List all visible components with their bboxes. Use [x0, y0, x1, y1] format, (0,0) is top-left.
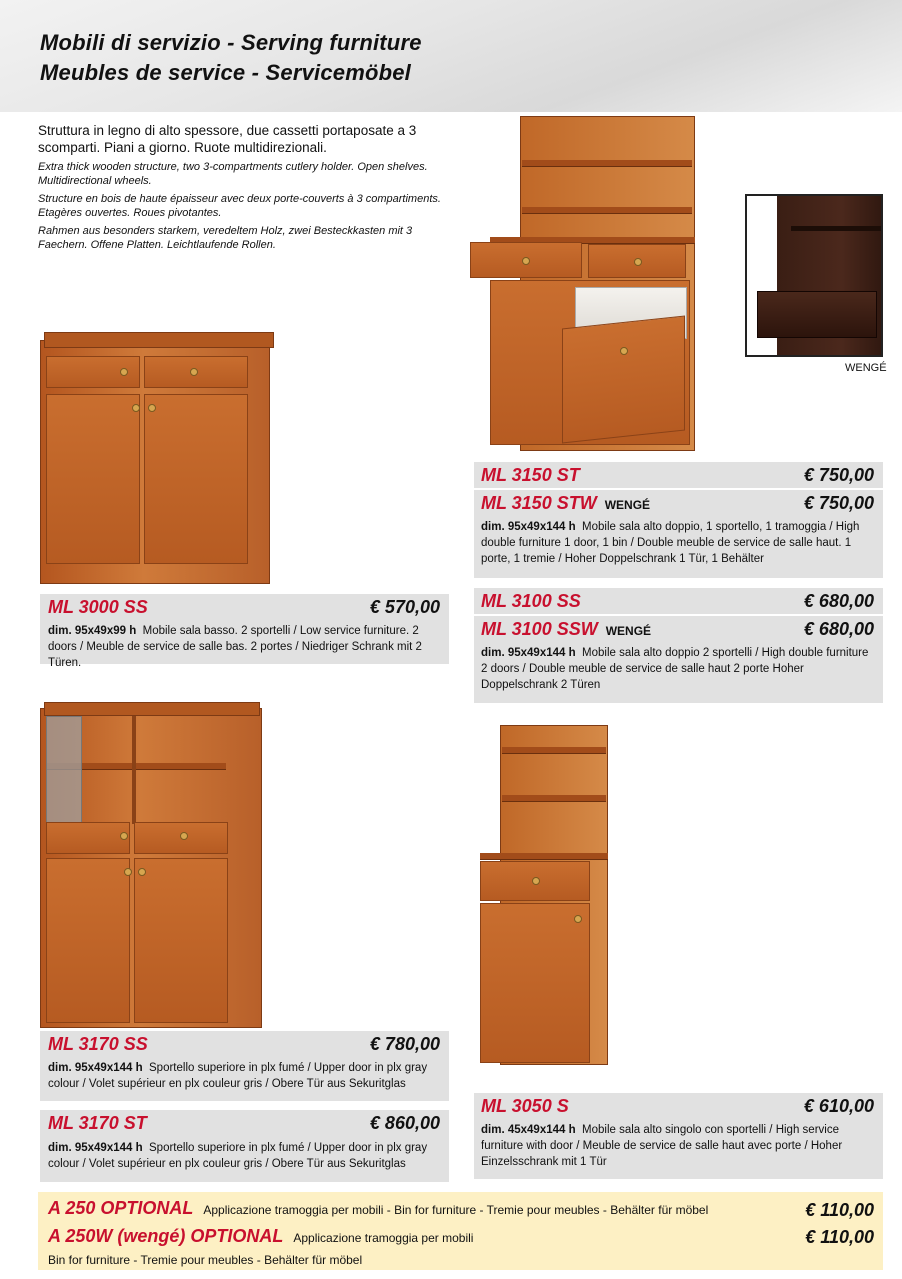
price-ml3170ss: € 780,00	[369, 1034, 440, 1054]
product-image-ml3000ss	[40, 322, 280, 584]
description-ml3100: dim. 95x49x144 h Mobile sala alto doppio 2 sportelli / High double furniture 2 doors / Double meuble de service de salle haut 2 porte Hoher Doppelschrank 2 Türen	[481, 647, 869, 691]
variant-label-wenge: WENGÉ	[605, 624, 652, 638]
product-code-ml3150stw: ML 3150 STW WENGÉ	[481, 493, 651, 513]
intro-french: Structure en bois de haute épaisseur avec deux porte-couverts à 3 compartiments. Etagères ouvertes. Roues pivotantes.	[38, 193, 441, 219]
price-ml3100ssw: € 680,00	[803, 619, 874, 639]
optional-a250w-text: Applicazione tramoggia per mobili	[293, 1231, 474, 1245]
optional-a250w-row: A 250W (wengé) OPTIONAL Applicazione tramoggia per mobili	[48, 1226, 474, 1246]
price-ml3050s: € 610,00	[803, 1096, 874, 1116]
optional-a250-row: A 250 OPTIONAL Applicazione tramoggia per mobili - Bin for furniture - Tremie pour meubles - Behälter für möbel	[48, 1198, 709, 1218]
optional-a250-text: Applicazione tramoggia per mobili - Bin for furniture - Tremie pour meubles - Behälter für möbel	[203, 1203, 709, 1217]
description-ml3000ss: dim. 95x49x99 h Mobile sala basso. 2 sportelli / Low service furniture. 2 doors / Meuble de service de salle bas. 2 portes / Niedriger Schrank mit 2 Türen.	[48, 625, 422, 669]
price-a250: € 110,00	[805, 1200, 874, 1220]
page-title-line2: Meubles de service - Servicemöbel	[40, 60, 411, 85]
product-image-ml3050s	[474, 725, 614, 1070]
product-code-ml3050s: ML 3050 S	[481, 1096, 569, 1116]
price-ml3170st: € 860,00	[369, 1113, 440, 1133]
product-image-ml3170	[40, 698, 265, 1028]
product-code-ml3170st: ML 3170 ST	[48, 1113, 147, 1133]
optional-a250w-line2: Bin for furniture - Tremie pour meubles - Behälter für möbel	[48, 1253, 363, 1267]
page-title-line1: Mobili di servizio - Serving furniture	[40, 30, 422, 55]
product-code-ml3150st: ML 3150 ST	[481, 465, 580, 485]
description-ml3170ss: dim. 95x49x144 h Sportello superiore in plx fumé / Upper door in plx gray colour / Volet supérieur en plx couleur gris / Obere Tür aus Sekuritglas	[48, 1062, 428, 1090]
product-image-ml3150st	[470, 112, 720, 457]
description-ml3050s: dim. 45x49x144 h Mobile sala alto singolo con sportelli / High service furniture with door / Meuble de service de salle haut avec porte / Hoher Einzelsschrank mit 1 Tür	[481, 1124, 843, 1168]
price-ml3000ss: € 570,00	[369, 597, 440, 617]
price-ml3100ss: € 680,00	[803, 591, 874, 611]
wenge-inset-image	[745, 194, 883, 357]
description-ml3150: dim. 95x49x144 h Mobile sala alto doppio, 1 sportello, 1 tramoggia / High double furniture 1 door, 1 bin / Double meuble de service de salle haut. 1 porte, 1 tremie / Hoher Doppelschrank 1 Tür, 1 Behälter	[481, 521, 860, 565]
product-code-ml3000ss: ML 3000 SS	[48, 597, 148, 617]
product-code-ml3100ss: ML 3100 SS	[481, 591, 581, 611]
wenge-caption: WENGÉ	[845, 362, 887, 374]
intro-italian: Struttura in legno di alto spessore, due cassetti portaposate a 3 scomparti. Piani a giorno. Ruote multidirezionali.	[38, 123, 417, 155]
intro-english: Extra thick wooden structure, two 3-compartments cutlery holder. Open shelves. Multidirectional wheels.	[38, 161, 428, 187]
variant-label-wenge: WENGÉ	[604, 498, 651, 512]
intro-text	[38, 122, 458, 256]
product-code-ml3100ssw: ML 3100 SSW WENGÉ	[481, 619, 652, 639]
header-band	[0, 0, 902, 112]
price-ml3150stw: € 750,00	[803, 493, 874, 513]
intro-german: Rahmen aus besonders starkem, veredeltem Holz, zwei Besteckkasten mit 3 Faechern. Offene Platten. Leichtlaufende Rollen.	[38, 225, 413, 251]
price-a250w: € 110,00	[805, 1227, 874, 1247]
price-ml3150st: € 750,00	[803, 465, 874, 485]
product-code-ml3170ss: ML 3170 SS	[48, 1034, 148, 1054]
description-ml3170st: dim. 95x49x144 h Sportello superiore in plx fumé / Upper door in plx gray colour / Volet supérieur en plx couleur gris / Obere Tür aus Sekuritglas	[48, 1142, 428, 1170]
